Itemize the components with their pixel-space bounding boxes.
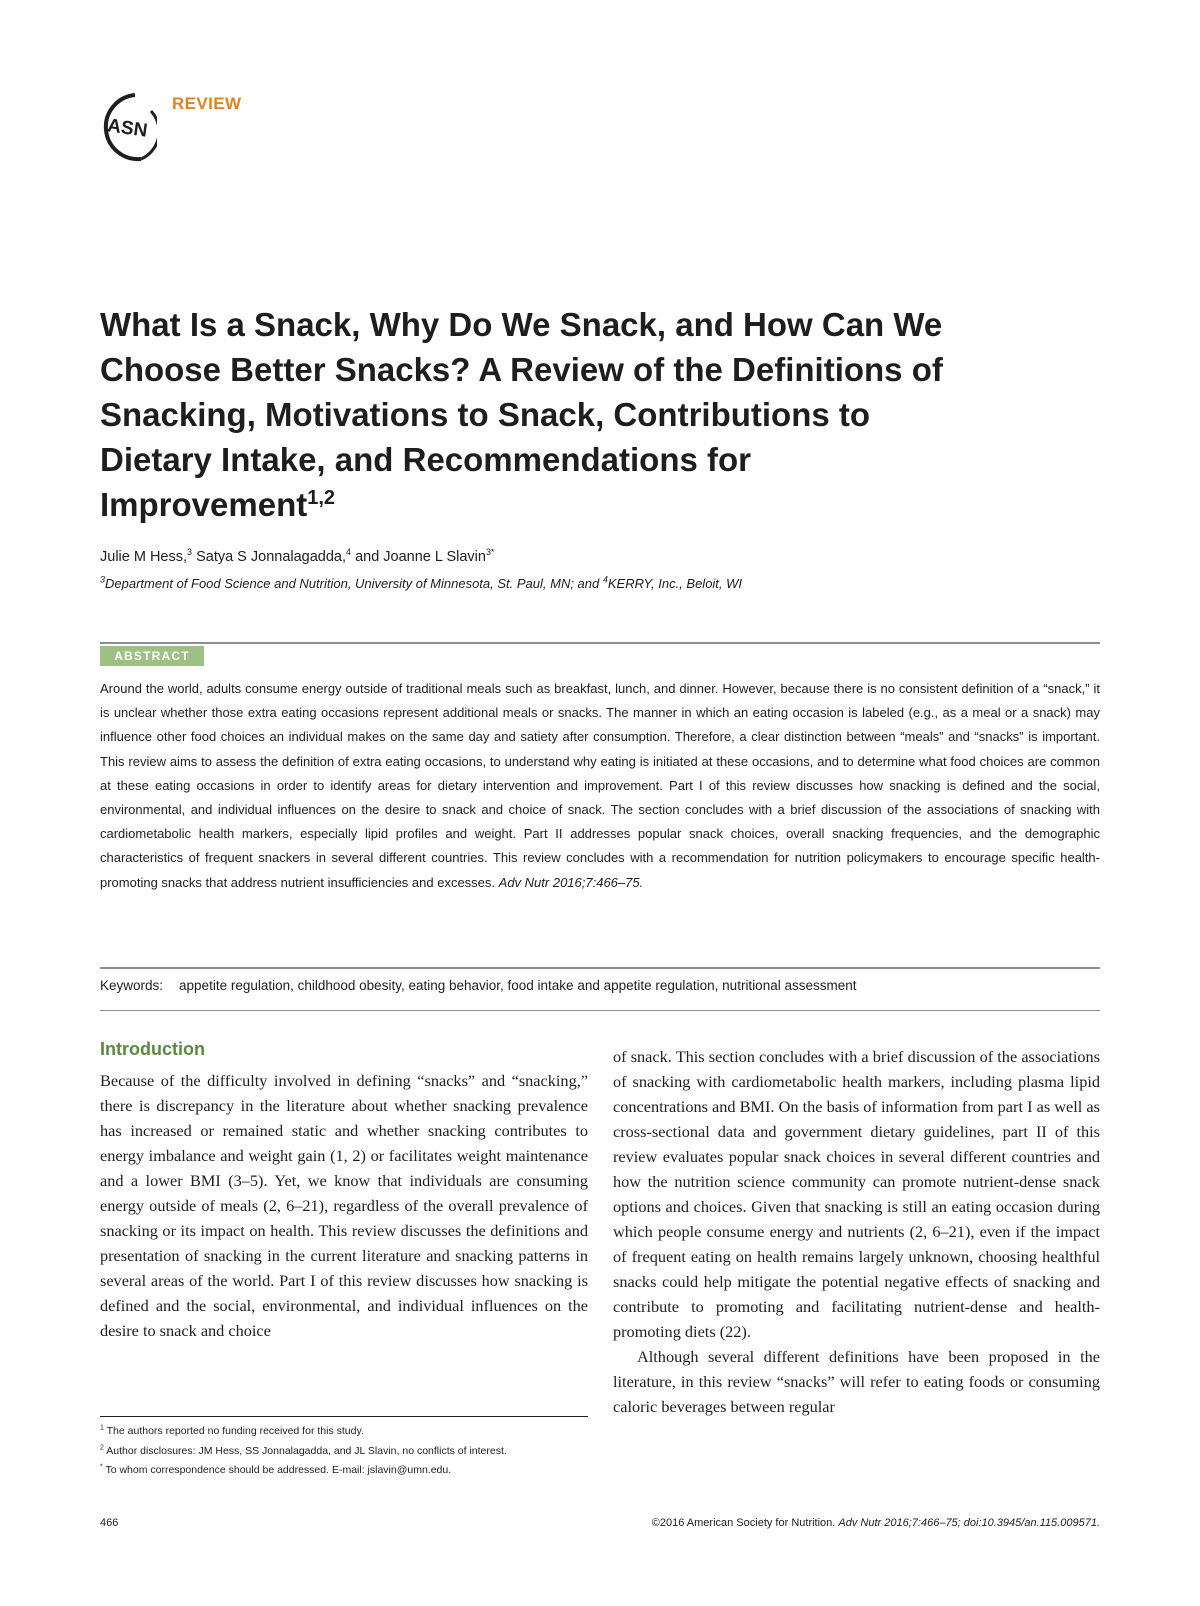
body-paragraph: of snack. This section concludes with a brief discussion of the associations of snacking with cardiometabolic health markers, including plasma lipid concentrations and BMI. On the basis of information from part I as well as cross-sectional data and government dietary guidelines, part II of this review evaluates popular snack choices in several different countries and how the nutrition science community can promote nutrient-dense snack options and choices. Given that snacking is still an eating occasion during which people consume energy and nutrients (2, 6–21), even if the impact of frequent eating on health remains largely unknown, choosing healthful snacks could help mitigate the potential negative effects of snacking and contribute to promoting and facilitating nutrient-dense and health-promoting diets (22).: [613, 1047, 1100, 1341]
author-list: [100, 549, 494, 565]
author-mark: 4: [346, 547, 352, 558]
section-heading-introduction: Introduction: [100, 1039, 205, 1059]
footnote-mark: *: [100, 1463, 103, 1471]
footnote-text: Author disclosures: JM Hess, SS Jonnalagadda, and JL Slavin, no conflicts of interest.: [106, 1444, 507, 1457]
journal-citation: Adv Nutr 2016;7:466–75; doi:10.3945/an.115.009571.: [838, 1517, 1100, 1529]
body-paragraph: Although several different definitions have been proposed in the literature, in this review “snacks” will refer to eating foods or consuming caloric beverages between regular: [613, 1347, 1100, 1416]
affil-mark: 3: [100, 574, 106, 585]
keywords: [100, 978, 857, 993]
footnote-text: To whom correspondence should be addressed. E-mail: jslavin@umn.edu.: [105, 1464, 452, 1476]
keywords-divider: [100, 1010, 1100, 1011]
footnote-item: [100, 1442, 588, 1462]
footnote-mark: 1: [100, 1424, 104, 1432]
abstract-bottom-divider: [100, 967, 1100, 969]
asn-logo: [97, 91, 157, 163]
body-right-column: [613, 1044, 1100, 1419]
affil-mark: 4: [602, 574, 608, 585]
author-mark: 3: [187, 547, 193, 558]
footnote-item: [100, 1461, 588, 1481]
footnote-text: The authors reported no funding received for this study.: [106, 1425, 364, 1437]
author-name: and Joanne L Slavin: [355, 549, 486, 565]
page-number: 466: [100, 1517, 119, 1529]
abstract-text: [100, 677, 1100, 895]
body-left-column: [100, 1068, 588, 1343]
footnote-item: [100, 1422, 588, 1442]
abstract-top-divider: [100, 642, 1100, 644]
keywords-label: Keywords:: [100, 978, 164, 993]
abstract-body: Around the world, adults consume energy outside of traditional meals such as breakfast, lunch, and dinner. However, because there is no consistent definition of a “snack,” it is unclear whether those extra eating occasions represent additional meals or snacks. The manner in which an eating occasion is labeled (e.g., as a meal or a snack) may influence other food choices an individual makes on the same day and satiety after consumption. Therefore, a clear distinction between “meals” and “snacks” is important. This review aims to assess the definition of extra eating occasions, to understand why eating is initiated at these occasions, and to determine what food choices are common at these eating occasions in order to identify areas for dietary intervention and improvement. Part I of this review discusses how snacking is defined and the social, environmental, and individual influences on the desire to snack and choice of snack. The section concludes with a brief discussion of the associations of snacking with cardiometabolic health markers, especially lipid profiles and weight. Part II addresses popular snack choices, overall snacking frequencies, and the demographic characteristics of frequent snackers in several different countries. This review concludes with a recommendation for nutrition policymakers to encourage specific health-promoting snacks that address nutrient insufficiencies and excesses.: [100, 681, 1100, 890]
author-name: Julie M Hess,: [100, 549, 188, 565]
title-footnote-marks: 1,2: [307, 487, 336, 509]
article-title: [100, 302, 980, 527]
abstract-label: ABSTRACT: [100, 646, 204, 666]
author-mark: 3*: [485, 547, 495, 558]
affil-text: Department of Food Science and Nutrition, University of Minnesota, St. Paul, MN; and: [105, 576, 603, 591]
keywords-text: appetite regulation, childhood obesity, eating behavior, food intake and appetite regulation, nutritional assessment: [179, 978, 857, 993]
affiliations: [100, 576, 742, 591]
author-name: Satya S Jonnalagadda,: [196, 549, 347, 565]
affil-text: KERRY, Inc., Beloit, WI: [607, 576, 743, 591]
footnotes: [100, 1422, 588, 1481]
footnote-divider: [100, 1416, 588, 1417]
section-label: REVIEW: [172, 94, 242, 113]
footnote-mark: 2: [100, 1444, 104, 1451]
body-paragraph: Because of the difficulty involved in defining “snacks” and “snacking,” there is discrepancy in the literature about whether snacking prevalence has increased or remained static and whether snacking contributes to energy imbalance and weight gain (1, 2) or facilitates weight maintenance and a lower BMI (3–5). Yet, we know that individuals are consuming energy outside of meals (2, 6–21), regardless of the overall prevalence of snacking or its impact on health. This review discusses the definitions and presentation of snacking in the current literature and snacking patterns in several areas of the world. Part I of this review discusses how snacking is defined and the social, environmental, and individual influences on the desire to snack and choice: [100, 1071, 588, 1340]
copyright-text: ©2016 American Society for Nutrition.: [651, 1517, 836, 1529]
footer-citation: [652, 1517, 1100, 1529]
title-text: What Is a Snack, Why Do We Snack, and How Can We Choose Better Snacks? A Review of the Definitions of Snacking, Motivations to Snack, Contributions to Dietary Intake, and Recommendations for Improvement: [100, 306, 943, 523]
abstract-citation: Adv Nutr 2016;7:466–75.: [498, 874, 644, 890]
logo-text: ASN: [106, 115, 149, 142]
